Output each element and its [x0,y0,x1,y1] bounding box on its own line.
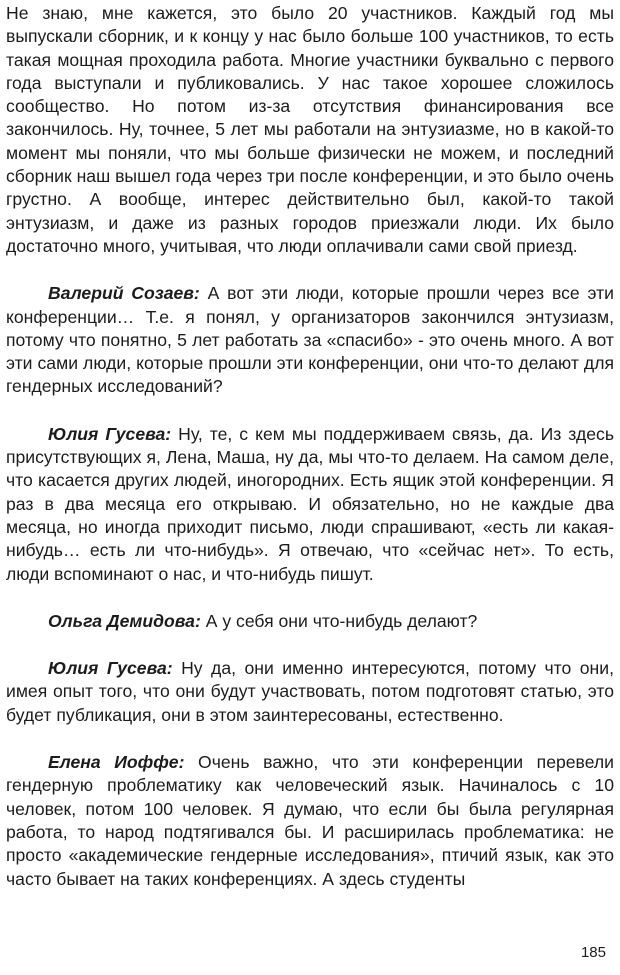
paragraph-ioffe [6,751,614,891]
speaker-name: Юлия Гусева: [48,423,172,444]
paragraph-guseva-2 [6,657,614,727]
paragraph-text: Очень важно, что эти конференции перевели гендерную проблематику как человеческий язык. Начиналось с 10 человек, потом 100 человек. Я думаю, что если бы была регулярная работа, то народ подтягивался бы. И расширилась проблематика: не просто «академические гендерные исследования», птичий язык, как это часто бывает на таких конференциях. А здесь студенты [6,752,614,889]
paragraph-demidova [6,610,614,633]
paragraph-intro [6,2,614,258]
speaker-name: Валерий Созаев: [48,283,200,304]
paragraph-text: А у себя они что-нибудь делают? [200,610,478,631]
paragraph-text: А вот эти люди, которые прошли через все эти конференции… Т.е. я понял, у организаторов закончился энтузиазм, потому что понятно, 5 лет работать за «спасибо» - это очень много. А вот эти сами люди, которые прошли эти конференции, они что-то делают для гендерных исследований? [6,283,614,397]
paragraph-sozaev [6,282,614,398]
speaker-name: Елена Иоффе: [48,752,185,773]
paragraph-text: Ну, те, с кем мы поддерживаем связь, да. Из здесь присутствующих я, Лена, Маша, ну да, мы что-то делаем. На самом деле, что касается других людей, иногородних. Есть ящик этой конференции. Я раз в два месяца его открываю. И обязательно, но не каждые два месяца, но иногда приходит письмо, люди спрашивают, «есть ли какая-нибудь… есть ли что-нибудь». Я отвечаю, что «сейчас нет». То есть, люди вспоминают о нас, и что-нибудь пишут. [6,423,614,584]
speaker-name: Юлия Гусева: [48,658,173,679]
paragraph-text: Ну да, они именно интересуются, потому что они, имея опыт того, что они будут участвовать, потом подготовят статью, это будет публикация, они в этом заинтересованы, естественно. [6,658,614,725]
paragraph-guseva-1 [6,423,614,586]
speaker-name: Ольга Демидова: [48,610,201,631]
paragraph-text: Не знаю, мне кажется, это было 20 участников. Каждый год мы выпускали сборник, и к концу у нас было больше 100 участников, то есть такая мощная проходила работа. Многие участники буквально с первого года выступали и публиковались. У нас такое хорошее сложилось сообщество. Но потом из-за отсутствия финансирования все закончилось. Ну, точнее, 5 лет мы работали на энтузиазме, но в какой-то момент мы поняли, что мы больше физически не можем, и последний сборник наш вышел года через три после конференции, и это было очень грустно. А вообще, интерес действительно был, какой-то такой энтузиазм, и даже из разных городов приезжали люди. Их было достаточно много, учитывая, что люди оплачивали сами свой приезд. [6,3,614,256]
page-number: 185 [580,944,606,961]
